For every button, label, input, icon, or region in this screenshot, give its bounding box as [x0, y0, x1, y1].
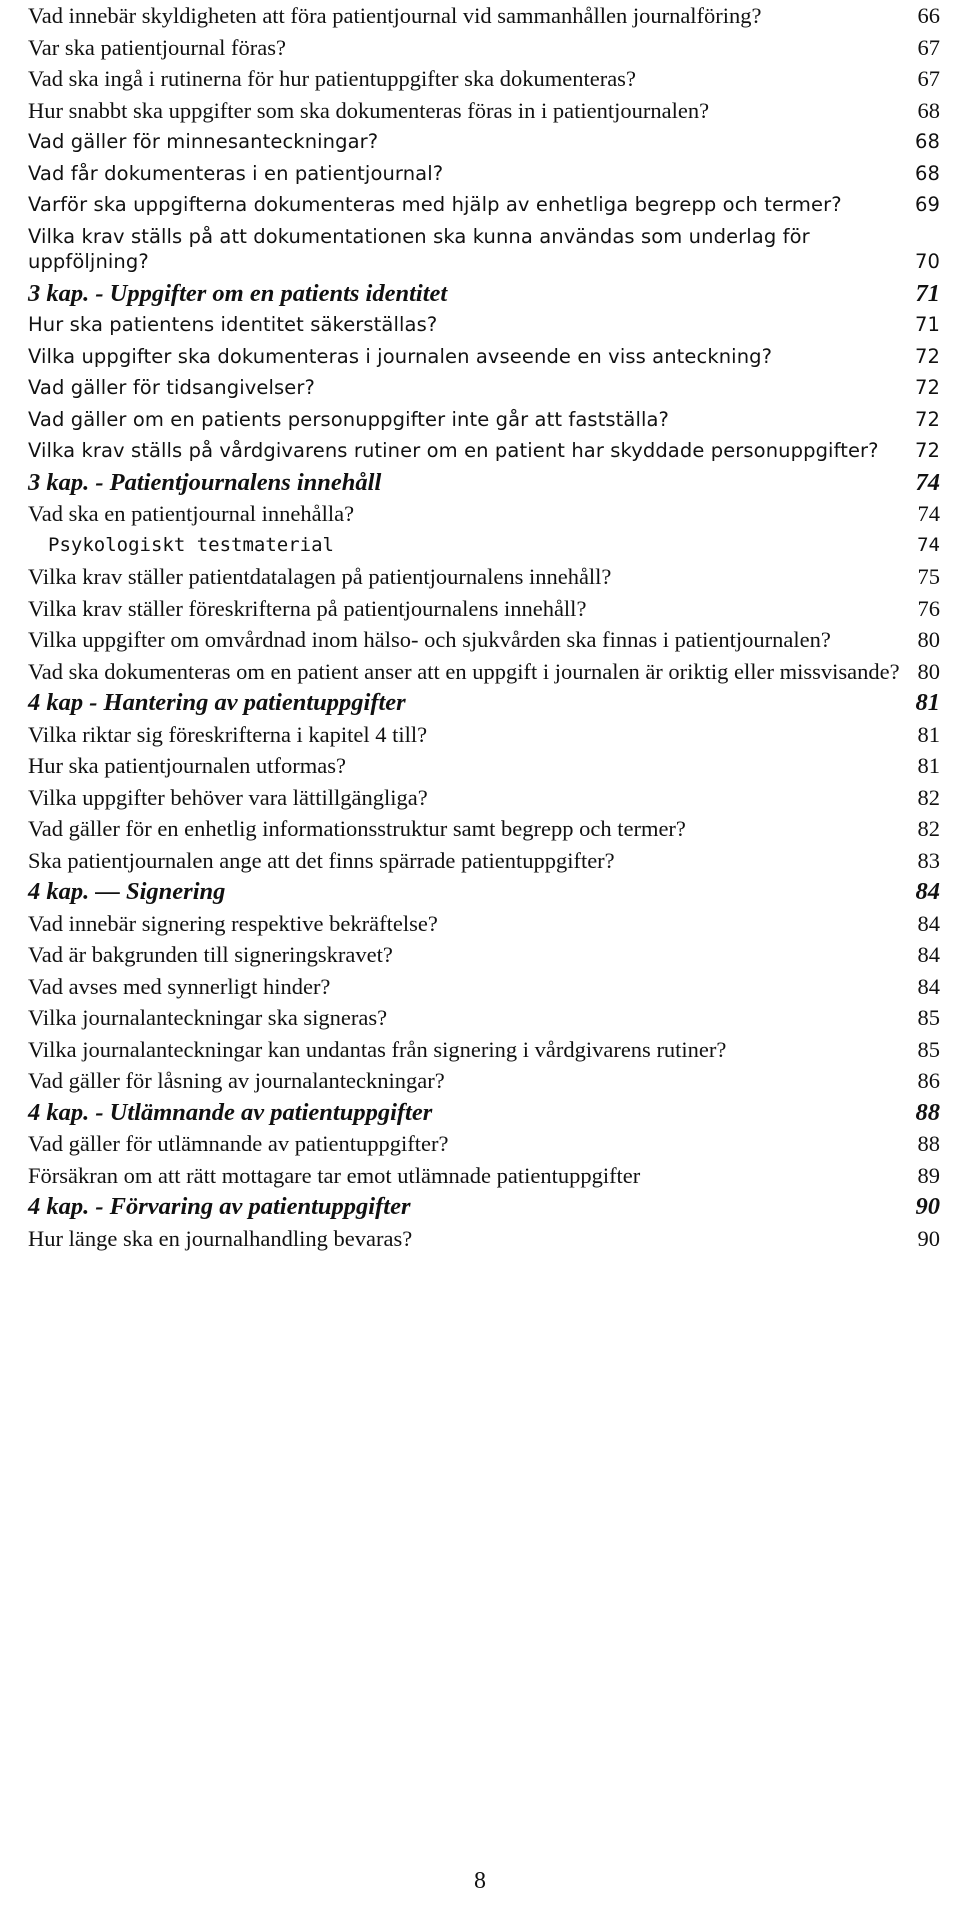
toc-entry-page: 80: [917, 627, 940, 652]
toc-entry-page: 90: [915, 1193, 940, 1220]
toc-entry: [28, 939, 940, 971]
toc-entry-title: Hur ska patientens identitet säkerställas?: [28, 313, 438, 336]
toc-entry: [28, 593, 940, 625]
toc-entry: [28, 498, 940, 530]
toc-row: [28, 224, 940, 275]
toc-row: [28, 564, 940, 590]
toc-row: [28, 816, 940, 842]
toc-entry-page: 74: [917, 533, 940, 556]
toc-entry-page: 83: [917, 847, 940, 873]
toc-entry-title: Var ska patientjournal föras?: [28, 34, 287, 60]
toc-entry-page: 80: [917, 658, 940, 684]
toc-entry: [28, 63, 940, 95]
toc-entry-title: Vad ska ingå i rutinerna för hur patientuppgifter ska dokumenteras?: [28, 66, 636, 91]
toc-row: [28, 785, 940, 811]
toc-entry: [28, 845, 940, 877]
toc-entry-page: 71: [915, 279, 940, 307]
toc-entry: [28, 221, 940, 278]
toc-entry-title: Vad gäller för minnesanteckningar?: [28, 130, 379, 153]
toc-entry-page: 70: [914, 250, 940, 273]
toc-entry-page: 81: [917, 721, 940, 747]
toc-row: [28, 438, 940, 464]
toc-entry-page: 72: [914, 344, 940, 368]
toc-entry-page: 67: [917, 34, 940, 60]
table-of-contents: [28, 0, 940, 1254]
toc-entry-page: 84: [917, 910, 940, 936]
toc-entry-title: Vad gäller för låsning av journalanteckningar?: [28, 1068, 445, 1093]
toc-row: [28, 1005, 940, 1031]
toc-entry-page: 89: [917, 1162, 940, 1188]
toc-row: [28, 533, 940, 559]
toc-entry: [28, 372, 940, 404]
toc-entry-title: 3 kap. - Uppgifter om en patients identitet: [28, 279, 448, 307]
toc-entry: [28, 435, 940, 467]
toc-row: [28, 470, 940, 496]
toc-entry-title: 4 kap. - Utlämnande av patientuppgifter: [28, 1098, 433, 1126]
toc-row: [28, 1163, 940, 1189]
toc-entry-title: Vad gäller för utlämnande av patientuppgifter?: [28, 1131, 449, 1156]
toc-entry-title: Försäkran om att rätt mottagare tar emot utlämnade patientuppgifter: [28, 1162, 641, 1188]
toc-entry-title: Ska patientjournalen ange att det finns spärrade patientuppgifter?: [28, 847, 615, 873]
toc-entry-page: 85: [917, 1036, 940, 1062]
toc-chapter-heading: [28, 467, 940, 499]
toc-entry-page: 90: [917, 1225, 940, 1251]
toc-entry: [28, 404, 940, 436]
toc-entry: [28, 1002, 940, 1034]
toc-row: [28, 974, 940, 1000]
toc-entry-page: 84: [915, 878, 940, 905]
toc-chapter-heading: [28, 278, 940, 310]
toc-entry-title: Vad är bakgrunden till signeringskravet?: [28, 942, 393, 967]
toc-entry-title: Vilka uppgifter ska dokumenteras i journalen avseende en viss anteckning?: [28, 344, 773, 368]
toc-entry-title: 4 kap. — Signering: [28, 878, 226, 905]
toc-entry-title: 3 kap. - Patientjournalens innehåll: [28, 468, 382, 496]
toc-entry-title: Vilka krav ställer föreskrifterna på patientjournalens innehåll?: [28, 595, 587, 621]
toc-entry-page: 84: [917, 942, 940, 967]
toc-row: [28, 879, 940, 905]
toc-entry: [28, 189, 940, 221]
toc-chapter-heading: [28, 687, 940, 719]
toc-entry-title: 4 kap. - Förvaring av patientuppgifter: [28, 1193, 411, 1220]
toc-entry-page: 69: [914, 193, 940, 216]
toc-row: [28, 66, 940, 92]
toc-row: [28, 344, 940, 370]
toc-entry: [28, 95, 940, 127]
toc-entry-title: Vad ska dokumenteras om en patient anser att en uppgift i journalen är oriktig eller missvisande?: [28, 658, 900, 684]
toc-row: [28, 1068, 940, 1094]
toc-entry: [28, 158, 940, 190]
toc-entry: [28, 813, 940, 845]
toc-entry-title: Hur länge ska en journalhandling bevaras?: [28, 1225, 413, 1251]
toc-chapter-heading: [28, 1097, 940, 1129]
toc-entry-title: Vilka krav ställs på vårdgivarens rutiner om en patient har skyddade personuppgifter?: [28, 439, 879, 462]
toc-entry-title: Vilka uppgifter om omvårdnad inom hälso- och sjukvården ska finnas i patientjournalen?: [28, 627, 831, 652]
toc-entry: [28, 908, 940, 940]
toc-entry-page: 84: [917, 973, 940, 999]
toc-entry: [28, 656, 940, 688]
toc-entry-title: Vilka riktar sig föreskrifterna i kapitel 4 till?: [28, 721, 428, 747]
toc-row: [28, 281, 940, 307]
toc-entry-title: Vad gäller för en enhetlig informationsstruktur samt begrepp och termer?: [28, 816, 686, 841]
page-number: 8: [474, 1868, 486, 1894]
toc-row: [28, 942, 940, 968]
toc-entry: [28, 1223, 940, 1255]
toc-entry: [28, 561, 940, 593]
toc-entry-page: 68: [914, 161, 940, 185]
toc-entry-page: 75: [917, 564, 940, 589]
toc-entry: [28, 530, 940, 562]
toc-entry-page: 88: [917, 1131, 940, 1156]
toc-entry-page: 68: [914, 130, 940, 153]
toc-entry: [28, 1128, 940, 1160]
toc-entry: [28, 719, 940, 751]
toc-entry: [28, 309, 940, 341]
toc-entry-page: 72: [914, 407, 940, 431]
toc-entry: [28, 32, 940, 64]
toc-entry: [28, 1160, 940, 1192]
toc-entry-page: 68: [917, 97, 940, 123]
toc-row: [28, 627, 940, 653]
toc-entry-page: 74: [915, 468, 940, 496]
toc-entry-page: 72: [914, 376, 940, 399]
toc-entry-page: 66: [917, 3, 940, 28]
toc-entry-page: 76: [917, 595, 940, 621]
toc-row: [28, 1131, 940, 1157]
toc-chapter-heading: [28, 1191, 940, 1223]
toc-entry-page: 85: [917, 1005, 940, 1030]
toc-entry-title: Vad får dokumenteras i en patientjournal?: [28, 161, 444, 185]
toc-row: [28, 911, 940, 937]
toc-entry-title: Vilka uppgifter behöver vara lättillgängliga?: [28, 784, 428, 810]
toc-entry-page: 88: [915, 1098, 940, 1126]
toc-entry-title: Varför ska uppgifterna dokumenteras med hjälp av enhetliga begrepp och termer?: [28, 193, 842, 216]
toc-entry-title: Vad gäller för tidsangivelser?: [28, 376, 315, 399]
toc-row: [28, 192, 940, 218]
toc-entry: [28, 782, 940, 814]
toc-entry: [28, 0, 940, 32]
toc-entry-page: 67: [917, 66, 940, 91]
toc-row: [28, 753, 940, 779]
toc-row: [28, 1194, 940, 1220]
toc-entry: [28, 971, 940, 1003]
toc-entry-page: 71: [914, 313, 940, 336]
toc-row: [28, 1100, 940, 1126]
toc-entry-page: 81: [915, 689, 940, 716]
toc-row: [28, 407, 940, 433]
toc-entry: [28, 1065, 940, 1097]
toc-entry: [28, 1034, 940, 1066]
toc-entry-title: Psykologiskt testmaterial: [48, 533, 334, 556]
toc-entry-title: Vilka journalanteckningar kan undantas från signering i vårdgivarens rutiner?: [28, 1036, 727, 1062]
toc-entry-page: 72: [914, 439, 940, 462]
toc-entry-page: 82: [917, 784, 940, 810]
toc-entry: [28, 624, 940, 656]
toc-row: [28, 312, 940, 338]
toc-entry: [28, 750, 940, 782]
toc-entry-title: Hur snabbt ska uppgifter som ska dokumenteras föras in i patientjournalen?: [28, 97, 710, 123]
toc-entry-page: 82: [917, 816, 940, 841]
toc-entry: [28, 126, 940, 158]
toc-entry-page: 86: [917, 1068, 940, 1093]
toc-entry-page: 74: [917, 501, 940, 526]
toc-entry-title: Vad innebär signering respektive bekräftelse?: [28, 910, 438, 936]
toc-row: [28, 501, 940, 527]
toc-row: [28, 690, 940, 716]
toc-row: [28, 98, 940, 124]
toc-entry-page: 81: [917, 753, 940, 778]
toc-entry-title: Vilka journalanteckningar ska signeras?: [28, 1005, 388, 1030]
toc-entry-title: Vad innebär skyldigheten att föra patientjournal vid sammanhållen journalföring?: [28, 3, 762, 28]
toc-row: [28, 848, 940, 874]
toc-row: [28, 1037, 940, 1063]
toc-entry-title: Hur ska patientjournalen utformas?: [28, 753, 347, 778]
toc-entry-title: Vad avses med synnerligt hinder?: [28, 973, 331, 999]
toc-entry-title: Vilka krav ställs på att dokumentationen ska kunna användas som underlag för uppföljning?: [28, 224, 810, 273]
toc-row: [28, 161, 940, 187]
toc-chapter-heading: [28, 876, 940, 908]
toc-entry-title: Vad gäller om en patients personuppgifter inte går att fastställa?: [28, 407, 669, 431]
toc-row: [28, 129, 940, 155]
toc-entry-title: Vad ska en patientjournal innehålla?: [28, 501, 355, 526]
toc-entry-title: Vilka krav ställer patientdatalagen på patientjournalens innehåll?: [28, 564, 612, 589]
toc-entry-title: 4 kap - Hantering av patientuppgifter: [28, 689, 406, 716]
toc-row: [28, 722, 940, 748]
toc-row: [28, 35, 940, 61]
toc-entry: [28, 341, 940, 373]
toc-row: [28, 375, 940, 401]
toc-row: [28, 596, 940, 622]
toc-row: [28, 1226, 940, 1252]
toc-row: [28, 3, 940, 29]
toc-row: [28, 659, 940, 685]
